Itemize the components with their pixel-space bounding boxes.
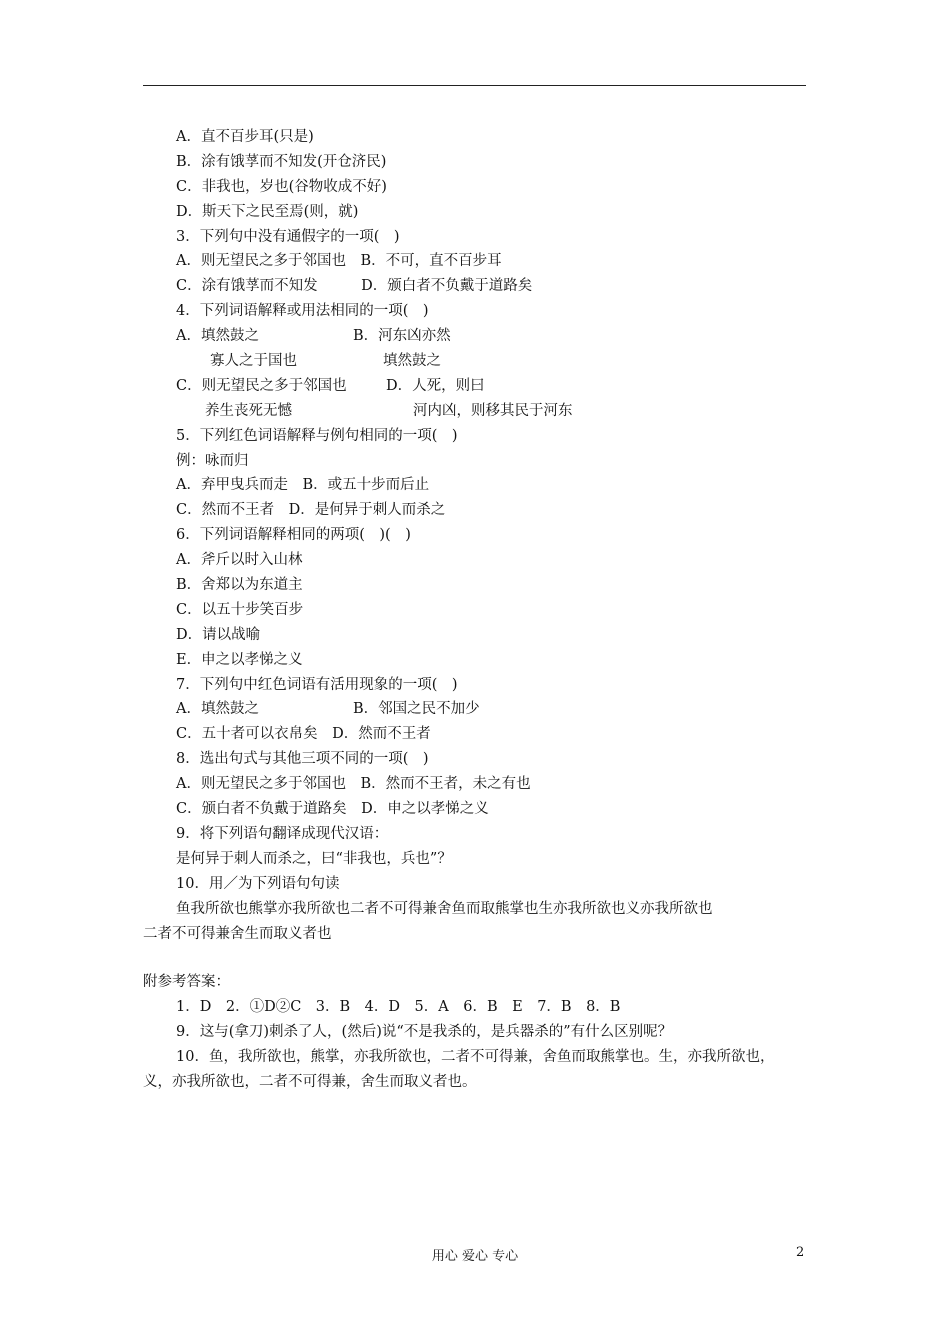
question-6-option-a: A．斧斤以时入山林 — [176, 552, 303, 569]
option-a: A．直不百步耳(只是) — [176, 129, 314, 145]
question-5-example: 例：咏而归 — [176, 452, 249, 469]
question-7-options-cd: C．五十者可以衣帛矣 D．然而不王者 — [176, 726, 431, 743]
question-4-row-3 — [143, 374, 808, 399]
answer-10-line-2: 义，亦我所欲也，二者不可得兼，舍生而取义者也。 — [143, 1073, 477, 1090]
question-10-text-line-1: 鱼我所欲也熊掌亦我所欲也二者不可得兼舍鱼而取熊掌也生亦我所欲也义亦我所欲也 — [176, 900, 713, 917]
question-4-option-d-second: 河内凶，则移其民于河东 — [413, 402, 573, 419]
answer-10-line-1: 10．鱼，我所欲也，熊掌，亦我所欲也，二者不可得兼，舍鱼而取熊掌也。生，亦我所欲也， — [176, 1049, 775, 1066]
option-d: D．斯天下之民至焉(则，就) — [176, 203, 359, 220]
question-4-option-a: A．填然鼓之 — [176, 328, 259, 345]
question-7-row-1 — [143, 697, 808, 722]
question-9: 9．将下列语句翻译成现代汉语： — [176, 825, 389, 842]
question-8-options-ab: A．则无望民之多于邻国也 B．然而不王者，未之有也 — [176, 776, 531, 793]
question-7-option-b: B．邻国之民不加少 — [353, 701, 480, 718]
question-7-option-a: A．填然鼓之 — [176, 701, 259, 718]
question-3-options-ab: A．则无望民之多于邻国也 B．不可，直不百步耳 — [176, 253, 502, 270]
question-4-option-b-second: 填然鼓之 — [383, 353, 441, 370]
page-number: 2 — [796, 1245, 805, 1260]
question-8: 8．选出句式与其他三项不同的一项( ) — [176, 751, 429, 768]
question-4-option-a-second: 寡人之于国也 — [210, 353, 297, 370]
question-5-options-cd: C．然而不王者 D．是何异于刺人而杀之 — [176, 502, 446, 519]
question-5-options-ab: A．弃甲曳兵而走 B．或五十步而后止 — [176, 477, 430, 494]
question-6: 6．下列词语解释相同的两项( )( ) — [176, 527, 411, 544]
question-4-row-4 — [143, 399, 808, 424]
question-7: 7．下列句中红色词语有活用现象的一项( ) — [176, 676, 458, 693]
question-4-row-2 — [143, 349, 808, 374]
header-rule — [143, 85, 806, 86]
question-3-options-cd: C．涂有饿莩而不知发 D．颁白者不负戴于道路矣 — [176, 278, 533, 295]
answer-9: 9．这与(拿刀)刺杀了人，(然后)说“不是我杀的，是兵器杀的”有什么区别呢？ — [176, 1024, 673, 1041]
question-4: 4．下列词语解释或用法相同的一项( ) — [176, 303, 429, 320]
question-10: 10．用／为下列语句句读 — [176, 875, 340, 892]
question-4-row-1 — [143, 324, 808, 349]
question-10-text-line-2: 二者不可得兼舍生而取义者也 — [143, 925, 332, 942]
section-gap — [143, 946, 808, 970]
question-6-option-b: B．舍郑以为东道主 — [176, 577, 303, 594]
option-c: C．非我也，岁也(谷物收成不好) — [176, 178, 387, 195]
question-4-option-b: B．河东凶亦然 — [353, 328, 451, 345]
question-4-option-d: D．人死，则曰 — [386, 377, 485, 394]
question-6-option-c: C．以五十步笑百步 — [176, 601, 304, 618]
answers-1-to-8: 1．D 2．①D②C 3．B 4．D 5．A 6．B E 7．B 8．B — [176, 999, 621, 1016]
footer-slogan: 用心 爱心 专心 — [431, 1249, 519, 1264]
question-5: 5．下列红色词语解释与例句相同的一项( ) — [176, 427, 458, 444]
question-6-option-d: D．请以战喻 — [176, 626, 261, 643]
answers-title: 附参考答案： — [143, 974, 230, 991]
question-4-option-c-second: 养生丧死无憾 — [205, 402, 292, 419]
question-8-options-cd: C．颁白者不负戴于道路矣 D．申之以孝悌之义 — [176, 801, 489, 818]
question-3: 3．下列句中没有通假字的一项( ) — [176, 228, 400, 245]
option-b: B．涂有饿莩而不知发(开仓济民) — [176, 153, 387, 170]
document-body — [143, 125, 808, 1095]
question-4-option-c: C．则无望民之多于邻国也 — [176, 377, 347, 394]
question-6-option-e: E．申之以孝悌之义 — [176, 651, 303, 668]
question-9-sentence: 是何异于刺人而杀之，曰“非我也，兵也”？ — [176, 850, 452, 867]
